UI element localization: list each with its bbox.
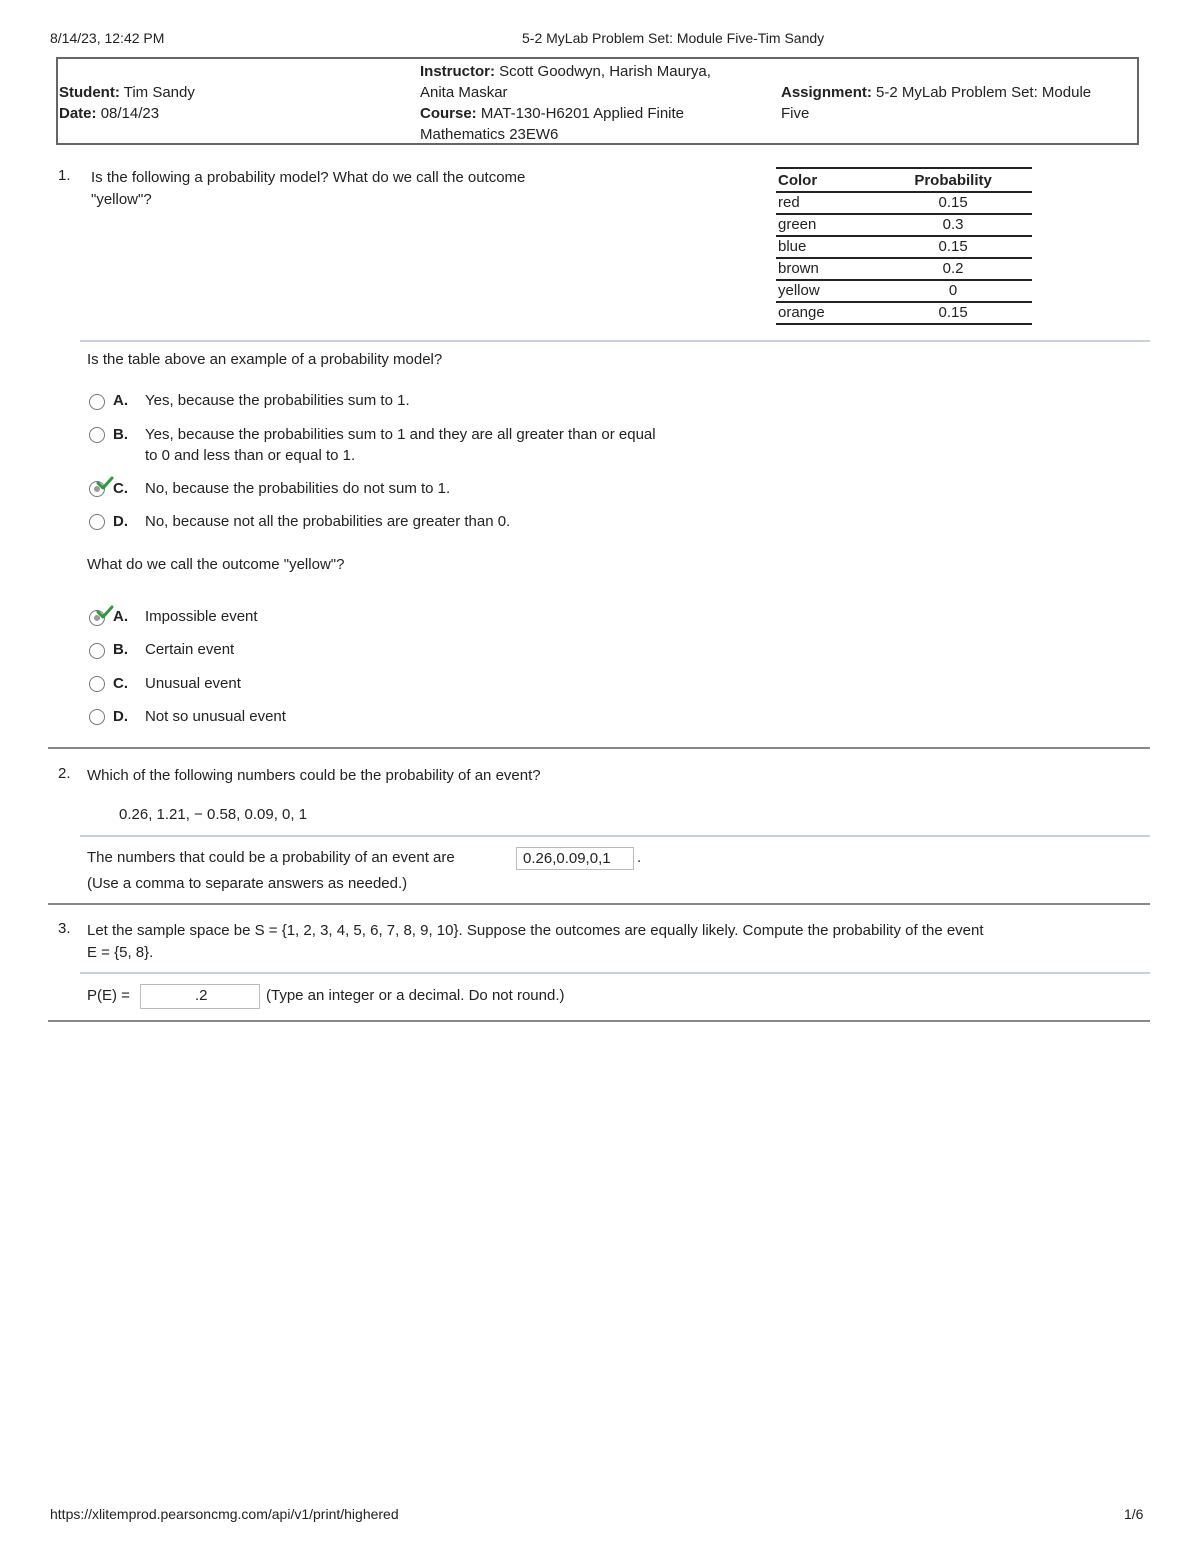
table-row — [776, 280, 1032, 302]
assignment-info-box — [56, 57, 1139, 145]
assignment-value: 5-2 MyLab Problem Set: Module — [876, 84, 1092, 101]
table-cell-probability: 0.2 — [874, 258, 1032, 280]
question-2-divider — [80, 835, 1150, 837]
radio-button[interactable] — [89, 643, 105, 659]
question-3-text-line-2: E = {5, 8}. — [87, 944, 154, 961]
option-letter: D. — [113, 708, 128, 725]
question-3-answer-field[interactable]: .2 — [140, 984, 260, 1009]
part-a-question: Is the table above an example of a probability model? — [87, 351, 443, 368]
print-datetime: 8/14/23, 12:42 PM — [50, 30, 165, 46]
table-cell-color: green — [776, 214, 874, 236]
question-3-answer-prefix: P(E) = — [87, 987, 130, 1004]
question-2-note: (Use a comma to separate answers as needed.) — [87, 875, 408, 892]
table-row — [776, 192, 1032, 214]
option-text-line-2: to 0 and less than or equal to 1. — [145, 447, 356, 464]
assignment-label: Assignment: — [781, 84, 872, 101]
correct-check-icon — [96, 605, 114, 619]
option-text-line-1: Yes, because the probabilities sum to 1 and they are all greater than or equal — [145, 426, 656, 443]
option-letter: A. — [113, 608, 128, 625]
question-3-number: 3. — [58, 920, 71, 937]
page-title: 5-2 MyLab Problem Set: Module Five-Tim Sandy — [522, 30, 825, 46]
answer-prefix: The numbers that could be a probability of an event are — [87, 849, 455, 866]
student-label: Student: — [59, 84, 120, 101]
option-text: Impossible event — [145, 608, 258, 625]
radio-button[interactable] — [89, 709, 105, 725]
question-2-number: 2. — [58, 765, 71, 782]
option-text: Not so unusual event — [145, 708, 286, 725]
question-3-answer-note: (Type an integer or a decimal. Do not round.) — [266, 987, 565, 1004]
date-label: Date: — [59, 105, 97, 122]
question-1-divider — [80, 340, 1150, 342]
question-1-text-line-2: "yellow"? — [91, 191, 152, 208]
correct-check-icon — [96, 476, 114, 490]
question-separator — [48, 747, 1150, 749]
question-3-divider — [80, 972, 1150, 974]
radio-button[interactable] — [89, 514, 105, 530]
question-1-text — [91, 167, 525, 211]
instructor-label: Instructor: — [420, 63, 495, 80]
assignment-column — [781, 82, 1091, 124]
question-2-answer-field[interactable]: 0.26,0.09,0,1 — [516, 847, 634, 870]
table-row — [776, 302, 1032, 324]
question-separator — [48, 903, 1150, 905]
footer-url: https://xlitemprod.pearsoncmg.com/api/v1/print/highered — [50, 1506, 399, 1522]
table-cell-probability: 0 — [874, 280, 1032, 302]
date-value: 08/14/23 — [100, 105, 160, 122]
option-text: Unusual event — [145, 675, 241, 692]
course-value-cont: Mathematics 23EW6 — [420, 126, 559, 143]
table-row — [776, 236, 1032, 258]
table-header-probability: Probability — [874, 168, 1032, 192]
question-3-text — [87, 920, 1147, 964]
option-text: Certain event — [145, 641, 235, 658]
table-cell-probability: 0.3 — [874, 214, 1032, 236]
instructor-value: Scott Goodwyn, Harish Maurya, — [499, 63, 711, 80]
page-number: 1/6 — [1124, 1506, 1144, 1522]
question-3-text-line-1: Let the sample space be S = {1, 2, 3, 4, 5, 6, 7, 8, 9, 10}. Suppose the outcomes are equally likely. Compute the probability of the event — [87, 922, 984, 939]
option-letter: C. — [113, 675, 128, 692]
assignment-value-cont: Five — [781, 105, 810, 122]
table-cell-color: yellow — [776, 280, 874, 302]
table-cell-probability: 0.15 — [874, 236, 1032, 258]
option-text — [145, 424, 656, 466]
instructor-course-column — [420, 61, 711, 145]
table-cell-color: red — [776, 192, 874, 214]
option-letter: D. — [113, 513, 128, 530]
question-2-answer-line — [87, 847, 455, 869]
radio-button[interactable] — [89, 394, 105, 410]
radio-button[interactable] — [89, 676, 105, 692]
table-cell-probability: 0.15 — [874, 192, 1032, 214]
answer-suffix: . — [637, 849, 642, 866]
option-letter: B. — [113, 641, 128, 658]
table-header-color: Color — [776, 168, 874, 192]
radio-button[interactable] — [89, 427, 105, 443]
course-value: MAT-130-H6201 Applied Finite — [480, 105, 685, 122]
table-row — [776, 214, 1032, 236]
option-text: No, because the probabilities do not sum to 1. — [145, 480, 451, 497]
probability-table — [776, 167, 1032, 325]
student-date-column — [59, 82, 195, 124]
course-label: Course: — [420, 105, 477, 122]
table-cell-probability: 0.15 — [874, 302, 1032, 324]
student-name: Tim Sandy — [123, 84, 195, 101]
question-separator — [48, 1020, 1150, 1022]
table-cell-color: blue — [776, 236, 874, 258]
table-cell-color: orange — [776, 302, 874, 324]
question-1-text-line-1: Is the following a probability model? What do we call the outcome — [91, 169, 526, 186]
option-text: No, because not all the probabilities are greater than 0. — [145, 513, 511, 530]
table-cell-color: brown — [776, 258, 874, 280]
question-1-number: 1. — [58, 167, 71, 184]
option-letter: B. — [113, 426, 128, 443]
question-2-text: Which of the following numbers could be the probability of an event? — [87, 767, 541, 784]
part-b-question: What do we call the outcome "yellow"? — [87, 556, 345, 573]
option-letter: A. — [113, 392, 128, 409]
instructor-value-cont: Anita Maskar — [420, 84, 508, 101]
option-text: Yes, because the probabilities sum to 1. — [145, 392, 410, 409]
table-header-row — [776, 168, 1032, 192]
question-2-numbers: 0.26, 1.21, − 0.58, 0.09, 0, 1 — [119, 806, 308, 823]
option-letter: C. — [113, 480, 128, 497]
table-row — [776, 258, 1032, 280]
